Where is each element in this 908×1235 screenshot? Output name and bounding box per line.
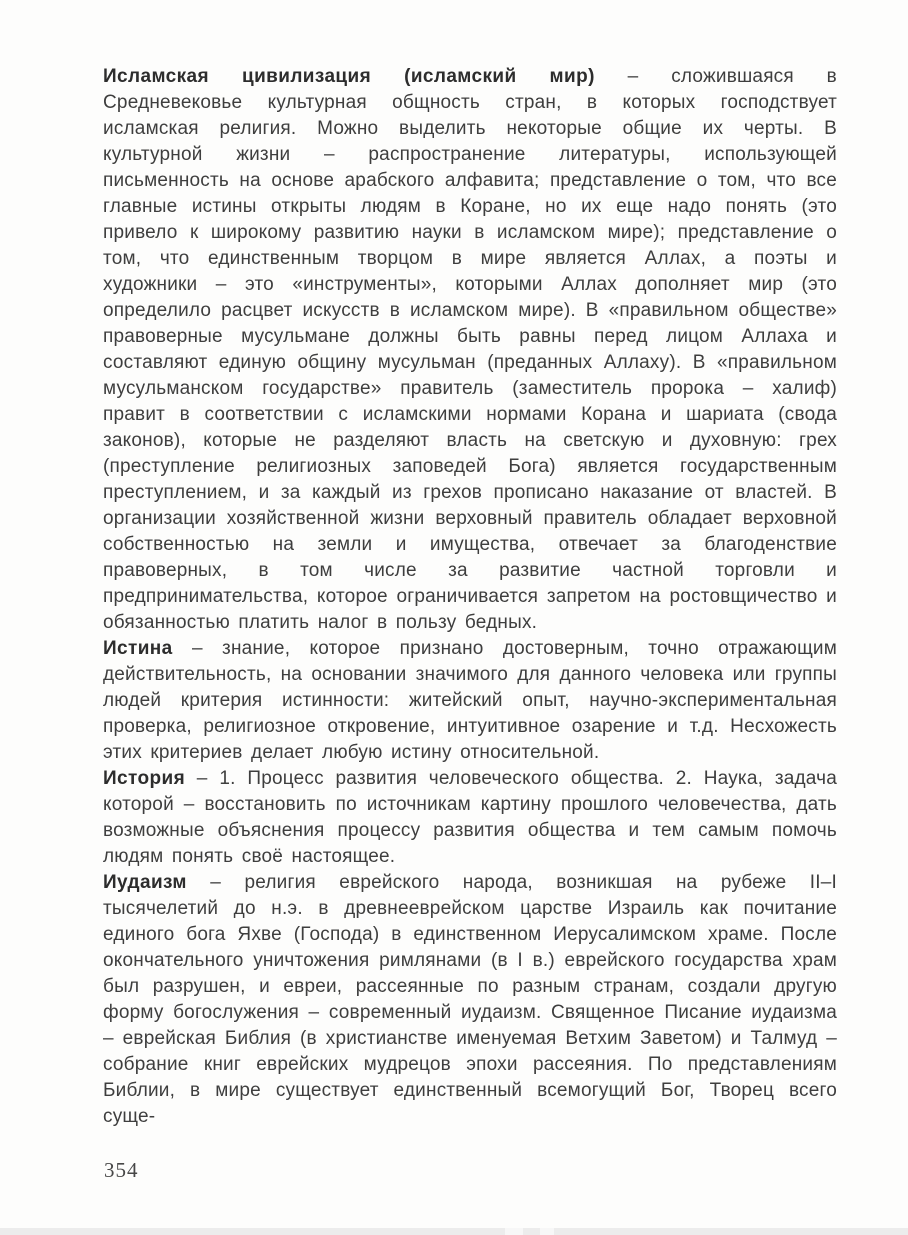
- entry-separator: –: [594, 66, 672, 87]
- glossary-entry: [103, 870, 837, 1130]
- entry-definition: сложившаяся в Средневековье культурная общность стран, в которых господствует исламская религия. Можно выделить некоторые общие их черты. В культурной жизни – распространение литературы, использующей письменность на основе арабского алфавита; представление о том, что все главные истины открыты людям в Коране, но их еще надо понять (это привело к широкому развитию науки в исламском мире); представление о том, что единственным творцом в мире является Аллах, а поэты и художники – это «инструменты», которыми Аллах дополняет мир (это определило расцвет искусств в исламском мире). В «правильном обществе» правоверные мусульмане должны быть равны перед лицом Аллаха и составляют единую общину мусульман (преданных Аллаху). В «правильном мусульманском государстве» правитель (заместитель пророка – халиф) правит в соответствии с исламскими нормами Корана и шариата (свода законов), которые не разделяют власть на светскую и духовную: грех (преступление религиозных заповедей Бога) является государственным преступлением, и за каждый из грехов прописано наказание от властей. В организации хозяйственной жизни верховный правитель обладает верховной собственностью на земли и имущества, отвечает за благоденствие правоверных, в том числе за развитие частной торговли и предпринимательства, которое ограничивается запретом на ростовщичество и обязанностью платить налог в пользу бедных.: [103, 66, 837, 633]
- glossary-text-block: [103, 64, 837, 1130]
- entry-term: Исламская цивилизация (исламский мир): [103, 66, 595, 87]
- entry-term: История: [103, 768, 186, 789]
- entry-separator: –: [186, 872, 245, 893]
- entry-term: Истина: [103, 638, 173, 659]
- glossary-entry: [103, 766, 837, 870]
- scan-edge-notch: [540, 1228, 554, 1235]
- glossary-entry: [103, 636, 837, 766]
- entry-separator: –: [185, 768, 220, 789]
- entry-definition: религия еврейского народа, возникшая на рубеже II–I тысячелетий до н.э. в древнееврейском царстве Израиль как почитание единого бога Яхве (Господа) в единственном Иерусалимском храме. После окончательного уничтожения римлянами (в I в.) еврейского государства храм был разрушен, и евреи, рассеянные по разным странам, создали другую форму богослужения – современный иудаизм. Священное Писание иудаизма – еврейская Библия (в христианстве именуемая Ветхим Заветом) и Талмуд – собрание книг еврейских мудрецов эпохи рассеяния. По представлениям Библии, в мире существует единственный всемогущий Бог, Творец всего суще-: [103, 872, 837, 1127]
- entry-definition: знание, которое признано достоверным, точно отражающим действительность, на основании значимого для данного человека или группы людей критерия истинности: житейский опыт, научно-экспериментальная проверка, религиозное откровение, интуитивное озарение и т.д. Несхожесть этих критериев делает любую истину относительной.: [103, 638, 837, 763]
- glossary-entry: [103, 64, 837, 636]
- entry-definition: 1. Процесс развития человеческого общества. 2. Наука, задача которой – восстановить по источникам картину прошлого человечества, дать возможные объяснения процессу развития общества и тем самым помочь людям понять своё настоящее.: [103, 768, 838, 867]
- entry-term: Иудаизм: [103, 872, 187, 893]
- page-number: 354: [104, 1158, 139, 1182]
- scan-edge: [0, 1228, 908, 1235]
- entry-separator: –: [172, 638, 223, 659]
- scan-edge-notch: [505, 1228, 523, 1235]
